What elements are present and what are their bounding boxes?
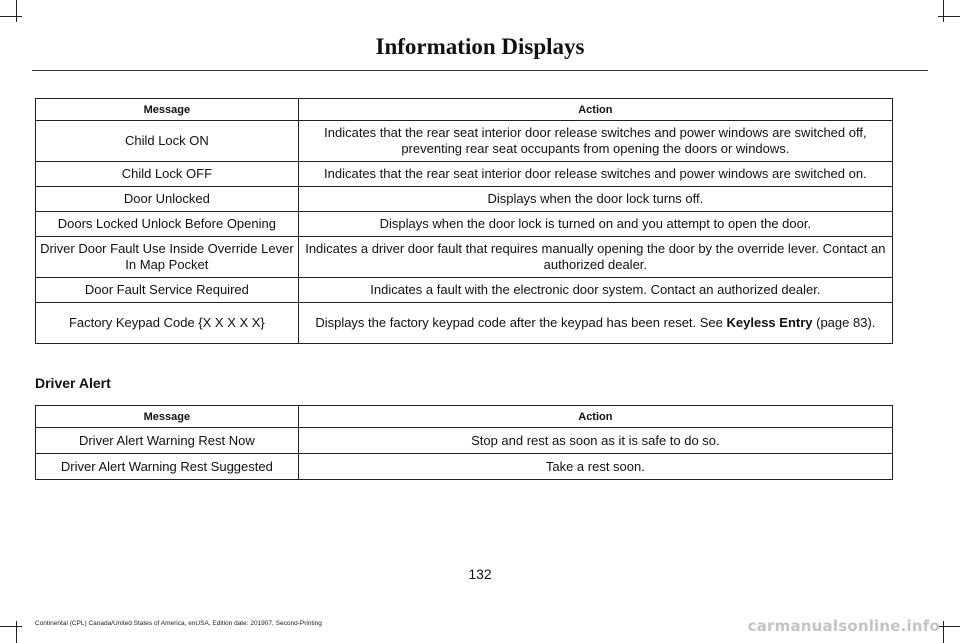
table-row	[36, 303, 893, 344]
action-cell: Indicates a driver door fault that requires manually opening the door by the override lever. Contact an authorized dealer.	[298, 237, 892, 278]
action-cell: Indicates a fault with the electronic door system. Contact an authorized dealer.	[298, 278, 892, 303]
table-row	[36, 428, 893, 454]
door-messages-table	[35, 98, 893, 344]
table-row	[36, 212, 893, 237]
action-cell	[298, 303, 892, 344]
message-cell: Child Lock ON	[36, 121, 299, 162]
message-cell: Door Unlocked	[36, 187, 299, 212]
page-number: 132	[468, 566, 492, 582]
column-header-message: Message	[36, 406, 299, 428]
action-cell: Indicates that the rear seat interior door release switches and power windows are switched off, preventing rear seat occupants from opening the doors or windows.	[298, 121, 892, 162]
section-heading-driver-alert: Driver Alert	[35, 375, 111, 391]
header-divider	[32, 70, 928, 71]
page-reference: (page 83).	[812, 315, 876, 330]
action-text: Displays the factory keypad code after the keypad has been reset. See	[315, 315, 727, 330]
message-cell: Driver Alert Warning Rest Suggested	[36, 454, 299, 480]
crop-mark	[0, 626, 22, 627]
table-row	[36, 237, 893, 278]
page-title: Information Displays	[375, 34, 585, 59]
watermark-logo: carmanualsonline.info	[747, 617, 940, 635]
column-header-action: Action	[298, 99, 892, 121]
message-cell: Child Lock OFF	[36, 162, 299, 187]
action-cell: Displays when the door lock is turned on and you attempt to open the door.	[298, 212, 892, 237]
column-header-message: Message	[36, 99, 299, 121]
table-header-row	[36, 406, 893, 428]
crop-mark	[938, 16, 960, 17]
crop-mark	[0, 16, 22, 17]
table-row	[36, 454, 893, 480]
table-row	[36, 121, 893, 162]
crop-mark	[16, 0, 17, 22]
edition-footer: Continental (CPL) Canada/United States of America, enUSA, Edition date: 201907, Second-Printing	[35, 620, 322, 627]
crop-mark	[943, 0, 944, 22]
table-header-row	[36, 99, 893, 121]
action-cell: Take a rest soon.	[298, 454, 892, 480]
message-cell: Driver Door Fault Use Inside Override Lever In Map Pocket	[36, 237, 299, 278]
message-cell: Door Fault Service Required	[36, 278, 299, 303]
crop-mark	[16, 621, 17, 643]
action-cell: Displays when the door lock turns off.	[298, 187, 892, 212]
crop-mark	[943, 621, 944, 643]
driver-alert-table	[35, 405, 893, 480]
table-row	[36, 278, 893, 303]
action-cell: Indicates that the rear seat interior door release switches and power windows are switched on.	[298, 162, 892, 187]
keyless-entry-reference-link[interactable]: Keyless Entry	[726, 315, 813, 330]
message-cell: Doors Locked Unlock Before Opening	[36, 212, 299, 237]
message-cell: Factory Keypad Code {X X X X X}	[36, 303, 299, 344]
table-row	[36, 162, 893, 187]
table-row	[36, 187, 893, 212]
column-header-action: Action	[298, 406, 892, 428]
message-cell: Driver Alert Warning Rest Now	[36, 428, 299, 454]
action-cell: Stop and rest as soon as it is safe to do so.	[298, 428, 892, 454]
crop-mark	[938, 626, 960, 627]
